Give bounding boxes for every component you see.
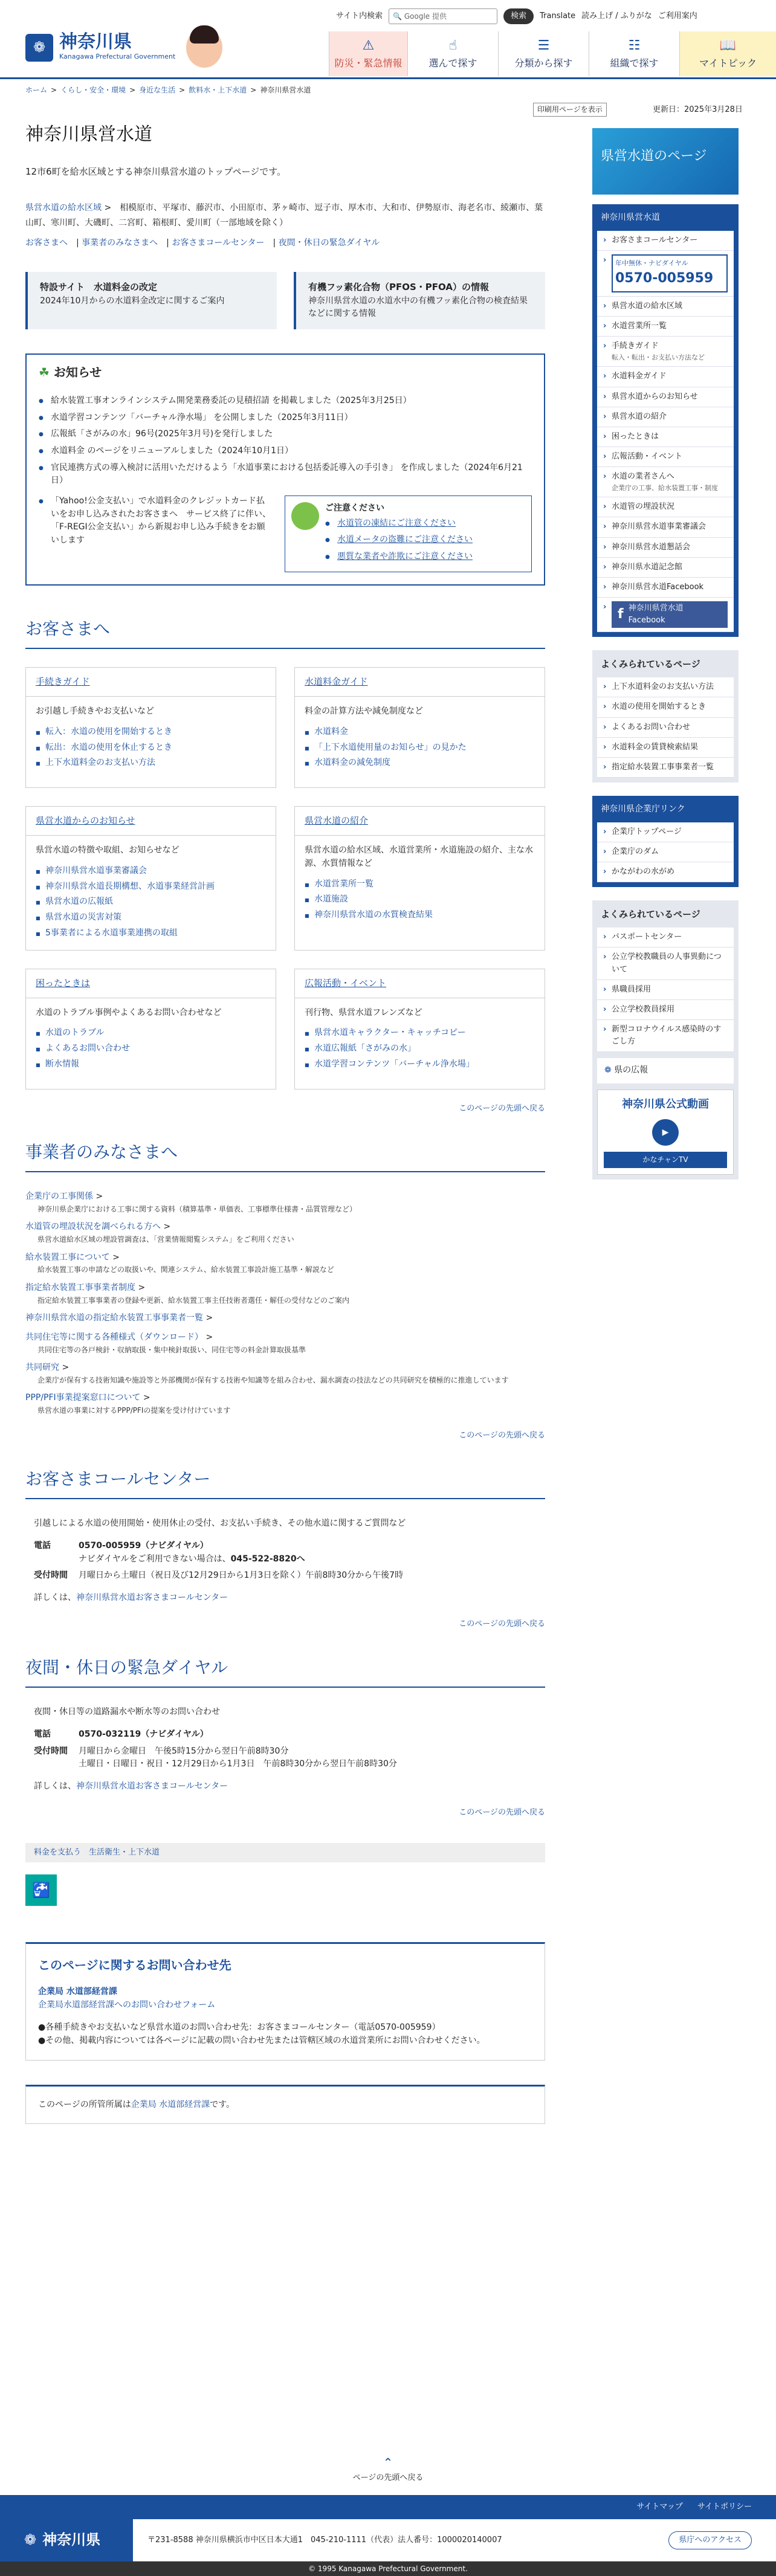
sidebar-item[interactable]: › 水道料金ガイド [597, 367, 734, 387]
anchor-links: お客さまへ | 事業者のみなさまへ | お客さまコールセンター | 夜間・休日の緊急ダイヤル [25, 238, 380, 248]
hand-icon: ☝ [448, 38, 458, 54]
footer-totop[interactable]: ⌃ ページの先頭へ戻る [0, 2453, 776, 2484]
totop-link[interactable]: このページの先頭へ戻る [459, 1103, 545, 1113]
news-title: ☘ お知らせ [39, 364, 102, 379]
biz-item: 水道管の埋設状況を調べられる方へ > 県営水道給水区域の埋設管調査は、「営業情報閲覧システム」をご利用ください [25, 1222, 294, 1244]
card-link[interactable]: ■ 5事業者による水道事業連携の取組 [36, 926, 266, 941]
biz-link[interactable]: 企業庁の工事関係 [25, 1192, 93, 1202]
biz-list [25, 1190, 545, 1416]
sidebar-item[interactable]: › パスポートセンター [597, 928, 734, 947]
sidebar-item[interactable]: › 企業庁トップページ [597, 822, 734, 842]
sidebar-item[interactable]: › 水道営業所一覧 [597, 317, 734, 337]
biz-link[interactable]: 水道管の埋設状況を調べられる方へ [25, 1222, 161, 1232]
tag-link[interactable]: 生活衛生・上下水道 [89, 1847, 160, 1857]
sidebar-item[interactable]: › 手続きガイド 転入・転出・お支払い方法など [597, 337, 734, 367]
video-banner[interactable]: 神奈川県公式動画 ▶ かなチャンTV [597, 1089, 734, 1174]
biz-item: 指定給水装置工事事業者制度 > 指定給水装置工事事業者の登録や更新、給水装置工事主任技術者選任・解任の受付などのご案内 [25, 1282, 350, 1305]
card-heading[interactable]: 県営水道からのお知らせ [26, 807, 276, 836]
card-link[interactable]: ■ 水道施設 [305, 892, 535, 908]
nav-bousai[interactable]: ⚠ 防災・緊急情報 [329, 31, 407, 76]
owner-box: このページの所管所属は企業局 水道部経営課です。 [25, 2085, 545, 2125]
koho-link[interactable]: ❁ 県の広報 [597, 1058, 734, 1083]
card-heading[interactable]: 県営水道の紹介 [295, 807, 545, 836]
sitemap-link[interactable]: サイトマップ [636, 2502, 683, 2512]
card-link[interactable]: ■ 県営水道の災害対策 [36, 910, 266, 926]
card-link[interactable]: ■ 転入：水道の使用を開始するとき [36, 725, 266, 740]
feature-links [25, 272, 545, 329]
biz-link[interactable]: PPP/PFI事業提案窓口について [25, 1393, 141, 1403]
sidebar [592, 128, 739, 1193]
tel-banner[interactable]: › 年中無休・ナビダイヤル 0570-005959 [597, 251, 734, 297]
okyaku-card: 広報活動・イベント 刊行物、県営水道フレンズなど ■ 県営水道キャラクター・キャッチコピー ■ 水道広報紙「さがみの水」 ■ 水道学習コンテンツ「バーチャル浄水場」 [294, 969, 545, 1089]
card-link[interactable]: ■ 水道料金 [305, 725, 535, 740]
facebook-icon: › f [618, 606, 624, 622]
call-heading: お客さまコールセンター [25, 1466, 545, 1499]
nav-erande[interactable]: ☝ 選んで探す [407, 31, 498, 76]
card-heading[interactable]: 水道料金ガイド [295, 668, 545, 697]
emg-detail-link[interactable]: 神奈川県営水道お客さまコールセンター [76, 1781, 228, 1791]
biz-link[interactable]: 給水装置工事について [25, 1252, 110, 1262]
emg-heading: 夜間・休日の緊急ダイヤル [25, 1654, 545, 1688]
facebook-banner[interactable]: › f 神奈川県営水道 Facebook [597, 598, 734, 632]
footer [0, 2453, 776, 2576]
card-link[interactable]: ■ 神奈川県営水道事業審議会 [36, 864, 266, 879]
card-heading[interactable]: 困ったときは [26, 969, 276, 998]
tag-link[interactable]: 料金を支払う [34, 1847, 82, 1857]
yomiage-link[interactable]: 読み上げ / ふりがな [581, 11, 652, 21]
header-divider [0, 77, 776, 79]
biz-item: 共同住宅等に関する各種様式（ダウンロード） > 共同住宅等の各戸検針・収納取扱・集中検針取扱い、同住宅等の料金計算取扱基準 [25, 1332, 306, 1354]
sidebar-item[interactable]: › 神奈川県水道記念館 [597, 558, 734, 578]
leaf-icon: ☘ [39, 364, 50, 379]
okyaku-card: 困ったときは 水道のトラブル事例やよくあるお問い合わせなど ■ 水道のトラブル ■ よくあるお問い合わせ ■ 断水情報 [25, 969, 276, 1089]
top-bar [0, 0, 776, 30]
contact-box: このページに関するお問い合わせ先 企業局 水道部経営課 企業局水道部経営課へのお問い合わせフォーム ●各種手続きやお支払いなど県営水道のお問い合わせ先：お客さまコールセンター（電話0570-005959） ●その他、掲載内容については各ページに記載の問い合わせ先または管轄区域の水道営業所にお問い合わせください。 [25, 1942, 545, 2061]
okyaku-cards [25, 667, 545, 1089]
mascot-icon [186, 28, 222, 68]
okyaku-heading: お客さまへ [25, 616, 545, 649]
sidebar-item[interactable]: › 困ったときは [597, 427, 734, 447]
sidebar-box-popular-pref: よくみられているページ › パスポートセンター › 公立学校教職員の人事異動について › 県職員採用 › 公立学校教員採用 › 新型コロナウイルス感染時のすごし方 ❁ 県の広報 神奈川県公式動画 ▶ かなチャンTV [592, 900, 739, 1179]
news-item[interactable]: ● 給水装置工事オンラインシステム開発業務委託の見積招請 を掲載しました（2025年3月25日） [39, 393, 532, 410]
sidebar-item[interactable]: › 広報活動・イベント [597, 447, 734, 467]
search-input[interactable]: 🔍 Google 提供 [389, 8, 497, 24]
emergency-dial: 夜間・休日等の道路漏水や断水等のお問い合わせ 電話 0570-032119（ナビダイヤル） 受付時間 月曜日から金曜日 午後5時15分から翌日午前8時30分 土曜日・日曜日・祝日・12月29日から1月3日 午前8時30分から翌日午前8時30分 詳しくは、神奈川県営水道お客さまコールセンター [34, 1707, 397, 1791]
sidebar-box-popular: よくみられているページ › 上下水道料金のお支払い方法 › 水道の使用を開始するとき › よくあるお問い合わせ › 水道料金の賃貸検索結果 › 指定給水装置工事事業者一覧 [592, 650, 739, 783]
access-button[interactable]: 県庁へのアクセス [668, 2531, 752, 2549]
sidebar-item[interactable]: › 企業庁のダム [597, 842, 734, 862]
card-link[interactable]: ■ 県営水道の広報紙 [36, 894, 266, 910]
search-label: サイト内検索 [336, 11, 383, 21]
sidebar-item[interactable]: › 神奈川県営水道事業審議会 [597, 517, 734, 537]
sidebar-item[interactable]: › 水道料金の賃貸検索結果 [597, 738, 734, 758]
sidebar-item[interactable]: › 水道管の埋設状況 [597, 497, 734, 517]
kanagawa-emblem-icon: ❁ [24, 2531, 37, 2549]
card-link[interactable]: ■ 上下水道料金のお支払い方法 [36, 755, 266, 771]
sidebar-box-kigyou: 神奈川県企業庁リンク › 企業庁トップページ › 企業庁のダム › かながわの水がめ [592, 796, 739, 887]
biz-item: 神奈川県営水道の指定給水装置工事事業者一覧 > [25, 1313, 213, 1323]
sidebar-item[interactable]: › 県営水道の紹介 [597, 407, 734, 427]
news-item[interactable]: ● 水道学習コンテンツ「バーチャル浄水場」 を公開しました（2025年3月11日） [39, 410, 532, 427]
search-button[interactable]: 検索 [503, 8, 534, 24]
anchor-biz[interactable]: 事業者のみなさまへ [82, 238, 158, 248]
feature-pfos[interactable]: 有機フッ素化合物（PFOS・PFOA）の情報 神奈川県営水道の水道水中の有機フッ素化合物の検査結果などに関する情報 [294, 272, 545, 329]
caution-box: ご注意ください ● 水道管の凍結にご注意ください ● 水道メータの盗難にご注意ください ● 悪質な業者や詐欺にご注意ください [285, 496, 532, 572]
sidebar-item[interactable]: › 公立学校教員採用 [597, 1000, 734, 1020]
caution-link[interactable]: ● 水道管の凍結にご注意ください [325, 515, 473, 532]
search-icon: 🔍 [393, 11, 403, 21]
sidebar-item[interactable]: › 県職員採用 [597, 980, 734, 1000]
news-item[interactable]: ● 「Yahoo!公金支払い」で水道料金のクレジットカード払いをお申し込みされたお客さまへ サービス終了に伴い、「F-REGI公金支払い」から新規お申し込み手続きをお願いします [39, 493, 273, 549]
call-center-link[interactable]: 神奈川県営水道お客さまコールセンター [76, 1592, 228, 1603]
caution-link[interactable]: ● 悪質な業者や詐欺にご注意ください [325, 549, 473, 566]
contact-org-link[interactable]: 企業局 水道部経営課 [38, 1986, 117, 1997]
tree-icon: ☰ [537, 38, 550, 54]
card-link[interactable]: ■ 水道学習コンテンツ「バーチャル浄水場」 [305, 1057, 535, 1073]
sidebar-box-suidou: 神奈川県営水道 › お客さまコールセンター › 年中無休・ナビダイヤル 0570-005959 › 県営水道の給水区域 › 水道営業所一覧 › 手続きガイド 転入・転出・お支払い方法など › 水道料金ガイド › 県営水道からのお知らせ › 県営水道の紹介 › 困ったときは › 広報活動・イベント › 水道の業者さんへ 企業庁の工事、給水装置工事・制度 › 水道管の埋設状況 › 神奈川県営水道事業審議会 › 神奈川県営水道懇話会 › 神奈川県水道記念館 › 神奈川県営水道Facebook › f 神奈川県営水道 Facebook [592, 204, 739, 637]
crumb-water[interactable]: 飲料水・上下水道 [189, 86, 247, 94]
updated-date: 更新日：2025年3月28日 [653, 105, 743, 114]
breadcrumb: ホーム > くらし・安全・環境 > 身近な生活 > 飲料水・上下水道 > 神奈川県営水道 [25, 85, 311, 96]
nav-soshiki[interactable]: ☷ 組織で探す [589, 31, 679, 76]
supply-area-link[interactable]: 県営水道の給水区域 [25, 202, 102, 213]
howto-link[interactable]: ご利用案内 [658, 11, 697, 21]
biz-item: 共同研究 > 企業庁が保有する技術知識や施設等と外部機関が保有する技術や知識等を組み合わせ、漏水調査の技法などの共同研究を積極的に推進しています [25, 1363, 509, 1384]
card-link[interactable]: ■ 神奈川県営水道長期構想、水道事業経営計画 [36, 879, 266, 895]
play-icon: ▶ [652, 1119, 679, 1146]
translate-link[interactable]: Translate [540, 11, 576, 21]
sidebar-item[interactable]: › 新型コロナウイルス感染時のすごし方 [597, 1020, 734, 1052]
anchor-emg[interactable]: 夜間・休日の緊急ダイヤル [278, 238, 380, 248]
okyaku-card: 県営水道の紹介 県営水道の給水区域、水道営業所・水道施設の紹介、主な水源、水質情報など ■ 水道営業所一覧 ■ 水道施設 ■ 神奈川県営水道の水質検査結果 [294, 806, 545, 950]
card-link[interactable]: ■ 水道営業所一覧 [305, 877, 535, 893]
news-item[interactable]: ● 広報紙「さがみの水」96号(2025年3月号)を発行しました [39, 426, 532, 443]
tag-links [25, 1843, 545, 1862]
nav-mytopic[interactable]: 📖 マイトピック [679, 31, 776, 76]
card-link[interactable]: ■ 県営水道キャラクター・キャッチコピー [305, 1025, 535, 1041]
anchor-okyaku[interactable]: お客さまへ [25, 238, 68, 248]
mascot-caution-icon [291, 502, 319, 530]
crumb-mijika[interactable]: 身近な生活 [139, 86, 176, 94]
call-center: 引越しによる水道の使用開始・使用休止の受付、お支払い手続き、その他水道に関するご質問など 電話 0570-005959（ナビダイヤル） ナビダイヤルをご利用できない場合は、045-522-8820へ 受付時間 月曜日から土曜日（祝日及び12月29日から1月3日を除く）午前8時30分から午後7時 詳しくは、神奈川県営水道お客さまコールセンター [34, 1519, 406, 1603]
sidebar-item[interactable]: › かながわの水がめ [597, 862, 734, 882]
card-link[interactable]: ■ 神奈川県営水道の水質検査結果 [305, 908, 535, 923]
sidebar-item[interactable]: › 公立学校教職員の人事異動について [597, 947, 734, 980]
supply-area: 県営水道の給水区域 > 相模原市、平塚市、藤沢市、小田原市、茅ヶ崎市、逗子市、厚木市、大和市、伊勢原市、海老名市、綾瀬市、葉山町、寒川町、大磯町、二宮町、箱根町、愛川町（一部地域を除く） [25, 202, 543, 228]
totop-link[interactable]: このページの先頭へ戻る [459, 1807, 545, 1817]
sidebar-item[interactable]: › 上下水道料金のお支払い方法 [597, 677, 734, 697]
anchor-call[interactable]: お客さまコールセンター [172, 238, 265, 248]
sidebar-item[interactable]: › よくあるお問い合わせ [597, 718, 734, 738]
policy-link[interactable]: サイトポリシー [697, 2502, 752, 2512]
sidebar-item[interactable]: › 県営水道からのお知らせ [597, 387, 734, 407]
sidebar-item[interactable]: › お客さまコールセンター [597, 231, 734, 251]
crumb-home[interactable]: ホーム [25, 86, 48, 94]
biz-heading: 事業者のみなさまへ [25, 1139, 545, 1172]
biz-link[interactable]: 神奈川県営水道の指定給水装置工事事業者一覧 [25, 1313, 203, 1323]
sdg6-icon: 🚰 [25, 1874, 57, 1906]
nav-bunrui[interactable]: ☰ 分類から探す [498, 31, 589, 76]
page-lead: 12市6町を給水区域とする神奈川県営水道のトップページです。 [25, 166, 286, 177]
site-logo[interactable]: ❁ 神奈川県 Kanagawa Prefectural Government [25, 28, 222, 68]
footer-logo[interactable]: ❁ 神奈川県 [0, 2519, 133, 2561]
totop-link[interactable]: このページの先頭へ戻る [459, 1619, 545, 1629]
sidebar-item[interactable]: › 神奈川県営水道懇話会 [597, 538, 734, 558]
sidebar-item[interactable]: › 水道の業者さんへ 企業庁の工事、給水装置工事・制度 [597, 467, 734, 497]
owner-link[interactable]: 企業局 水道部経営課 [131, 2099, 210, 2110]
card-heading[interactable]: 広報活動・イベント [295, 969, 545, 998]
contact-form-link[interactable]: 企業局水道部経営課へのお問い合わせフォーム [38, 2000, 216, 2010]
card-heading[interactable]: 手続きガイド [26, 668, 276, 697]
card-link[interactable]: ■ よくあるお問い合わせ [36, 1041, 266, 1057]
card-link[interactable]: ■ 転出：水道の使用を休止するとき [36, 740, 266, 756]
okyaku-card: 県営水道からのお知らせ 県営水道の特徴や取組、お知らせなど ■ 神奈川県営水道事業審議会 ■ 神奈川県営水道長期構想、水道事業経営計画 ■ 県営水道の広報紙 ■ 県営水道の災害対策 ■ 5事業者による水道事業連携の取組 [25, 806, 276, 950]
news-item[interactable]: ● 官民連携方式の導入検討に活用いただけるよう「水道事業における包括委託導入の手引き」 を作成しました（2024年6月21日） [39, 460, 532, 489]
sidebar-item[interactable]: › 水道の使用を開始するとき [597, 697, 734, 717]
biz-link[interactable]: 共同研究 [25, 1363, 59, 1373]
org-icon: ☷ [628, 38, 641, 54]
news-box [25, 353, 545, 586]
crumb-kurashi[interactable]: くらし・安全・環境 [60, 86, 126, 94]
footer-info: ❁ 神奈川県 〒231-8588 神奈川県横浜市中区日本大通1 045-210-1111（代表）法人番号：1000020140007 県庁へのアクセス [0, 2519, 776, 2561]
card-link[interactable]: ■ 断水情報 [36, 1057, 266, 1073]
card-link[interactable]: ■ 「上下水道使用量のお知らせ」の見かた [305, 740, 535, 756]
sidebar-banner[interactable]: 県営水道のページ [592, 128, 739, 195]
biz-link[interactable]: 指定給水装置工事事業者制度 [25, 1282, 135, 1293]
kanagawa-emblem-icon: ❁ [604, 1065, 612, 1076]
okyaku-card: 手続きガイド お引越し手続きやお支払いなど ■ 転入：水道の使用を開始するとき ■ 転出：水道の使用を休止するとき ■ 上下水道料金のお支払い方法 [25, 667, 276, 788]
copyright: © 1995 Kanagawa Prefectural Government. [0, 2561, 776, 2576]
totop-link[interactable]: このページの先頭へ戻る [459, 1430, 545, 1440]
card-link[interactable]: ■ 水道のトラブル [36, 1025, 266, 1041]
sidebar-item[interactable]: › 指定給水装置工事事業者一覧 [597, 758, 734, 778]
print-button[interactable]: 印刷用ページを表示 [533, 103, 607, 117]
news-item[interactable]: ● 水道料金 のページをリニューアルしました（2024年10月1日） [39, 443, 532, 460]
global-nav [329, 31, 776, 76]
feature-ryokin[interactable]: 特設サイト 水道料金の改定 2024年10月からの水道料金改定に関するご案内 [25, 272, 277, 329]
warning-icon: ⚠ [362, 38, 375, 54]
biz-link[interactable]: 共同住宅等に関する各種様式（ダウンロード） [25, 1332, 203, 1342]
page-title: 神奈川県営水道 [25, 124, 152, 145]
card-link[interactable]: ■ 水道料金の減免制度 [305, 755, 535, 771]
kanagawa-emblem-icon: ❁ [25, 34, 53, 62]
arrow-up-icon: ⌃ [383, 2455, 393, 2470]
bookmark-icon: 📖 [719, 38, 737, 54]
okyaku-card: 水道料金ガイド 料金の計算方法や減免制度など ■ 水道料金 ■ 「上下水道使用量のお知らせ」の見かた ■ 水道料金の減免制度 [294, 667, 545, 788]
main-content [25, 103, 545, 2172]
biz-item: PPP/PFI事業提案窓口について > 県営水道の事業に対するPPP/PFIの提案を受け付けています [25, 1393, 231, 1415]
sidebar-item[interactable]: › 神奈川県営水道Facebook [597, 578, 734, 598]
biz-item: 企業庁の工事関係 > 神奈川県企業庁における工事に関する資料（積算基準・単価表、工事標準仕様書・品質管理など） [25, 1192, 357, 1213]
crumb-current: 神奈川県営水道 [260, 86, 311, 94]
sidebar-item[interactable]: › 県営水道の給水区域 [597, 297, 734, 317]
card-link[interactable]: ■ 水道広報紙「さがみの水」 [305, 1041, 535, 1057]
caution-link[interactable]: ● 水道メータの盗難にご注意ください [325, 532, 473, 549]
footer-nav [0, 2495, 776, 2519]
biz-item: 給水装置工事について > 給水装置工事の申請などの取扱いや、関連システム、給水装置工事設計施工基準・解説など [25, 1252, 334, 1274]
